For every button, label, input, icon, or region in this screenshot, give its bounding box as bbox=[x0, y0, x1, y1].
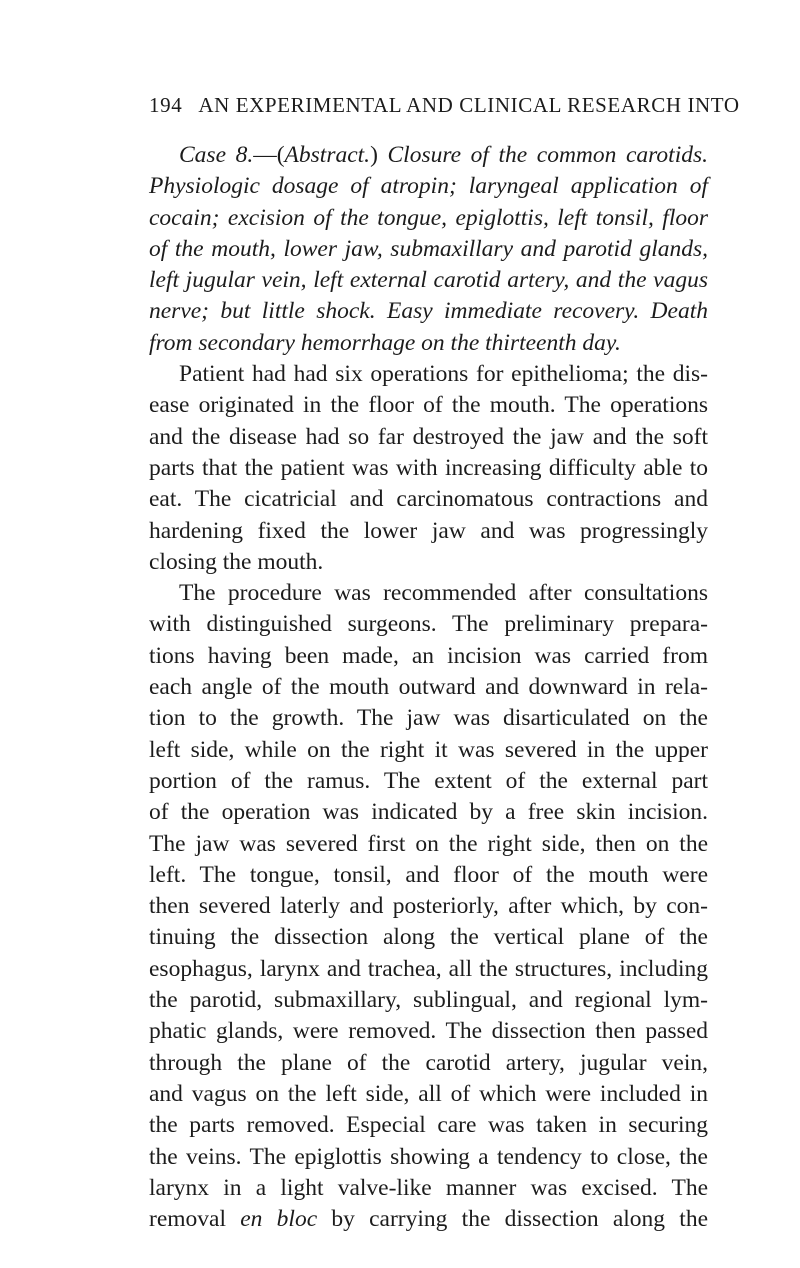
page-number: 194 bbox=[149, 93, 183, 117]
paragraph-2-line: left side, while on the right it was severed in the upper bbox=[149, 736, 708, 763]
abstract-dash: —( bbox=[253, 142, 285, 168]
paragraph-1-line: and the disease had so far destroyed the jaw and the soft bbox=[149, 423, 708, 450]
paragraph-2-line: esophagus, larynx and trachea, all the structures, including bbox=[149, 955, 708, 982]
paragraph-2-line: the parotid, submaxillary, sublingual, and regional lym- bbox=[149, 987, 708, 1014]
paragraph-1-line: closing the mouth. bbox=[149, 548, 324, 575]
paragraph-2-line: portion of the ramus. The extent of the external part bbox=[149, 767, 708, 794]
paragraph-2-line: the veins. The epiglottis showing a tendency to close, the bbox=[149, 1143, 708, 1170]
abstract-line: cocain; excision of the tongue, epiglottis, left tonsil, floor bbox=[149, 204, 708, 231]
paragraph-2-line: The jaw was severed first on the right side, then on the bbox=[149, 830, 708, 857]
paragraph-2-line: of the operation was indicated by a free skin incision. bbox=[149, 799, 708, 826]
paragraph-2-line: then severed laterly and posteriorly, after which, by con- bbox=[149, 893, 708, 920]
paragraph-2-line: tion to the growth. The jaw was disarticulated on the bbox=[149, 705, 708, 732]
last-line-start: removal bbox=[149, 1206, 241, 1233]
abstract-word: Abstract. bbox=[284, 142, 371, 168]
abstract-line bbox=[149, 140, 708, 171]
paragraph-1-line: parts that the patient was with increasing difficulty able to bbox=[149, 454, 708, 481]
abstract-close-paren: ) bbox=[370, 142, 378, 168]
running-title: AN EXPERIMENTAL AND CLINICAL RESEARCH INTO bbox=[198, 93, 740, 117]
paragraph-1-line: eat. The cicatricial and carcinomatous contractions and bbox=[149, 486, 708, 513]
body-text bbox=[149, 140, 708, 1235]
paragraph-2-line: and vagus on the left side, all of which were included in bbox=[149, 1080, 708, 1107]
running-header bbox=[149, 93, 740, 118]
paragraph-2-line: with distinguished surgeons. The preliminary prepara- bbox=[149, 611, 708, 638]
paragraph-2-line: left. The tongue, tonsil, and floor of the mouth were bbox=[149, 861, 708, 888]
abstract-line: of the mouth, lower jaw, submaxillary and parotid glands, bbox=[149, 235, 708, 262]
abstract-line: left jugular vein, left external carotid artery, and the vagus bbox=[149, 267, 708, 294]
paragraph-2-line: larynx in a light valve-like manner was excised. The bbox=[149, 1174, 708, 1201]
abstract-line: from secondary hemorrhage on the thirteenth day. bbox=[149, 329, 621, 356]
paragraph-2-line: phatic glands, were removed. The dissection then passed bbox=[149, 1018, 708, 1045]
paragraph-2-line: through the plane of the carotid artery, jugular vein, bbox=[149, 1049, 708, 1076]
abstract-line: Physiologic dosage of atropin; laryngeal application of bbox=[149, 173, 708, 200]
paragraph-1-line: hardening fixed the lower jaw and was progressingly bbox=[149, 517, 708, 544]
paragraph-2-line bbox=[149, 1204, 708, 1235]
paragraph-2-line: The procedure was recommended after consultations bbox=[179, 580, 708, 607]
paragraph-2-line: tions having been made, an incision was carried from bbox=[149, 642, 708, 669]
en-bloc-term: en bloc bbox=[240, 1206, 318, 1233]
paragraph-1-line: ease originated in the floor of the mouth. The operations bbox=[149, 392, 708, 419]
paragraph-2-line: tinuing the dissection along the vertical plane of the bbox=[149, 924, 708, 951]
abstract-text: Closure of the common carotids. bbox=[387, 142, 709, 168]
abstract-line: nerve; but little shock. Easy immediate recovery. Death bbox=[149, 298, 708, 325]
paragraph-1-line: Patient had had six operations for epithelioma; the dis- bbox=[179, 361, 708, 388]
paragraph-2-line: the parts removed. Especial care was taken in securing bbox=[149, 1112, 708, 1139]
paragraph-2-line: each angle of the mouth outward and downward in rela- bbox=[149, 674, 708, 701]
case-label: Case 8. bbox=[179, 142, 254, 168]
last-line-end: by carrying the dissection along the bbox=[317, 1206, 709, 1233]
